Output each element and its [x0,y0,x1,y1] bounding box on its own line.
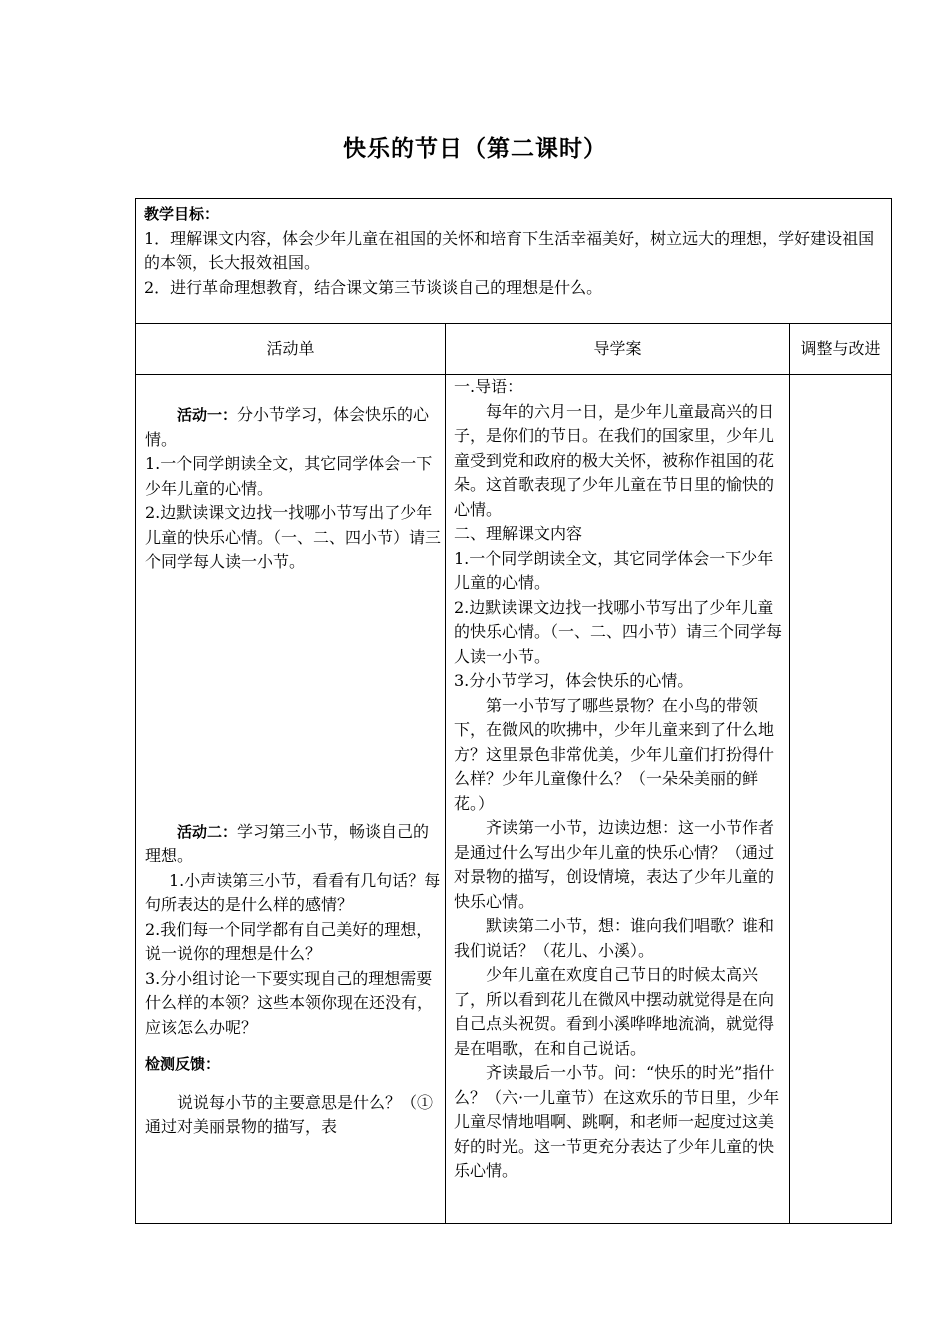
activity-two-label: 活动二： [177,822,238,841]
feedback-text: 说说每小节的主要意思是什么？（①通过对美丽景物的描写，表 [145,1092,434,1136]
guide-item: 1.一个同学朗读全文，其它同学体会一下少年儿童的心情。 [454,548,774,592]
guide-section-heading: 二、理解课文内容 [454,524,583,543]
guide-paragraph: 第一小节写了哪些景物？在小鸟的带领下，在微风的吹拂中，少年儿童来到了什么地方？这里景色非常优美，少年儿童们打扮得什么样？少年儿童像什么？（一朵朵美丽的鲜花。） [454,695,775,813]
guide-intro-heading: 一.导语： [454,377,524,396]
activity-one-item: 1.一个同学朗读全文，其它同学体会一下少年儿童的心情。 [145,454,433,498]
guide-paragraph: 少年儿童在欢度自己节日的时候太高兴了，所以看到花儿在微风中摆动就觉得是在向自己点头祝贺。看到小溪哗哗地流淌，就觉得是在唱歌，在和自己说话。 [454,965,775,1058]
activity-one-text: 分小节学习，体会快乐的心情。 [145,405,430,449]
guide-paragraph: 齐读最后一小节。问：“快乐的时光”指什么？（六·一儿童节）在这欢乐的节日里，少年儿童尽情地唱啊、跳啊，和老师一起度过这美好的时光。这一节更充分表达了少年儿童的快乐心情。 [454,1063,780,1180]
guide-intro-text: 每年的六月一日，是少年儿童最高兴的日子，是你们的节日。在我们的国家里，少年儿童受到党和政府的极大关怀，被称作祖国的花朵。这首歌表现了少年儿童在节日里的愉快的心情。 [454,401,775,519]
adjust-column [790,375,892,1224]
activity-one-label: 活动一： [177,406,238,424]
objective-item: 1．理解课文内容，体会少年儿童在祖国的关怀和培育下生活幸福美好，树立远大的理想，学好建设祖国的本领，长大报效祖国。 [144,228,875,272]
activity-two-item: 1.小声读第三小节，看看有几句话？每句所表达的是什么样的感情？ [145,870,441,914]
activity-two-item: 3.分小组讨论一下要实现自己的理想需要什么样的本领？这些本领你现在还没有，应该怎么办呢？ [145,968,434,1037]
guide-item: 2.边默读课文边找一找哪小节写出了少年儿童的快乐心情。（一、二、四小节）请三个同学每人读一小节。 [454,597,783,666]
activity-two-text: 学习第三小节，畅谈自己的理想。 [145,821,430,865]
activity-two-item: 2.我们每一个同学都有自己美好的理想，说一说你的理想是什么？ [145,919,433,963]
header-activity: 活动单 [136,324,446,375]
guide-column [446,375,790,1224]
page-title: 快乐的节日（第二课时） [343,136,607,162]
activity-column [136,375,446,1224]
objectives-heading: 教学目标： [144,205,220,223]
header-adjust: 调整与改进 [790,324,892,375]
guide-paragraph: 齐读第一小节，边读边想：这一小节作者是通过什么写出少年儿童的快乐心情？（通过对景物的描写，创设情境，表达了少年儿童的快乐心情。 [454,818,775,911]
objectives-cell [136,199,892,324]
guide-item: 3.分小节学习，体会快乐的心情。 [454,671,694,690]
activity-one-item: 2.边默读课文边找一找哪小节写出了少年儿童的快乐心情。（一、二、四小节）请三个同学每人读一小节。 [145,503,442,571]
objective-item: 2．进行革命理想教育，结合课文第三节谈谈自己的理想是什么。 [144,277,603,297]
lesson-plan-table [135,198,892,1224]
header-guide: 导学案 [446,324,790,375]
feedback-label: 检测反馈： [145,1055,221,1073]
guide-paragraph: 默读第二小节，想：谁向我们唱歌？谁和我们说话？（花儿、小溪）。 [454,916,775,960]
